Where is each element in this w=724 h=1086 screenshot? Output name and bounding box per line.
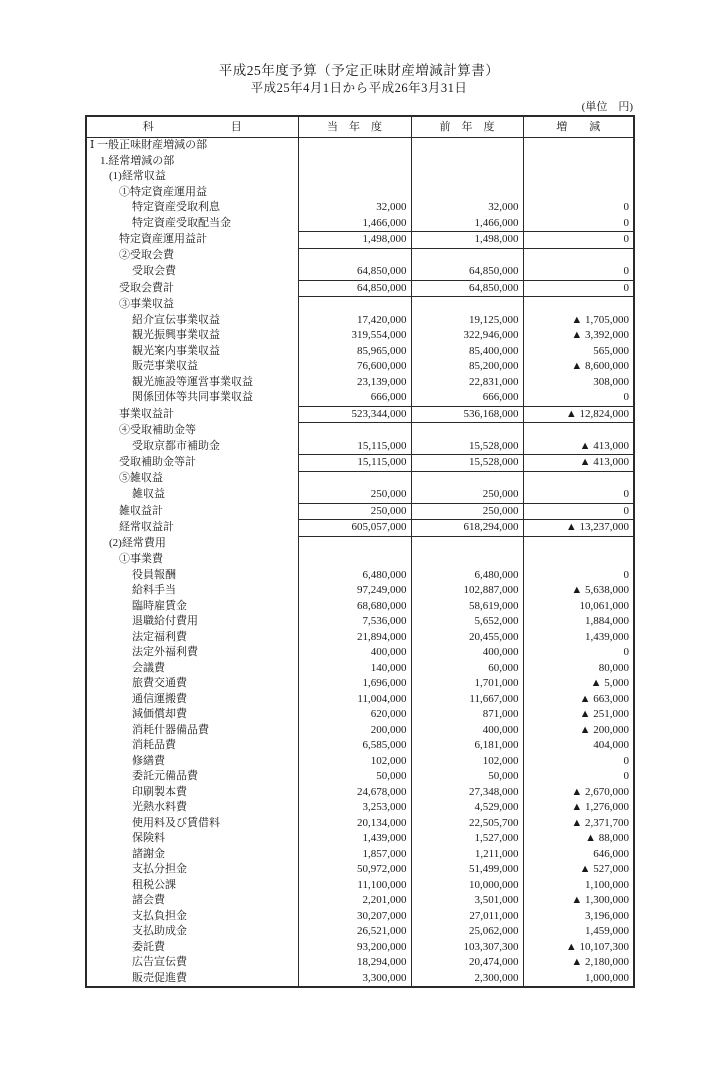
- previous-year-value: 20,455,000: [411, 630, 523, 646]
- previous-year-value: 64,850,000: [411, 280, 523, 297]
- current-year-value: [298, 154, 411, 170]
- item-label: 販売事業収益: [132, 360, 198, 372]
- table-row: [86, 955, 634, 971]
- previous-year-value: 6,480,000: [411, 568, 523, 584]
- change-value: ▲ 1,276,000: [523, 800, 634, 816]
- table-row: [86, 723, 634, 739]
- document-page: [85, 62, 633, 988]
- table-row: [86, 359, 634, 375]
- item-label: (2)経常費用: [109, 537, 166, 550]
- previous-year-value: [411, 297, 523, 313]
- current-year-value: 68,680,000: [298, 599, 411, 615]
- previous-year-value: [411, 471, 523, 487]
- previous-year-value: 322,946,000: [411, 328, 523, 344]
- current-year-value: 50,972,000: [298, 862, 411, 878]
- header-row: [86, 116, 634, 138]
- current-year-value: 97,249,000: [298, 583, 411, 599]
- current-year-value: 11,100,000: [298, 878, 411, 894]
- item-label: 支払助成金: [132, 925, 187, 937]
- table-row: [86, 924, 634, 940]
- table-row: [86, 423, 634, 439]
- current-year-value: 400,000: [298, 645, 411, 661]
- table-row: [86, 816, 634, 832]
- table-row: [86, 707, 634, 723]
- item-label: 減価償却費: [132, 708, 187, 720]
- current-year-value: 1,439,000: [298, 831, 411, 847]
- table-row: [86, 971, 634, 988]
- item-label: 消耗什器備品費: [132, 723, 209, 736]
- table-row: [86, 645, 634, 661]
- previous-year-value: 2,300,000: [411, 971, 523, 988]
- table-row: [86, 375, 634, 391]
- current-year-value: 1,857,000: [298, 847, 411, 863]
- change-value: ▲ 413,000: [523, 439, 634, 455]
- table-row: [86, 754, 634, 770]
- previous-year-value: 19,125,000: [411, 313, 523, 329]
- column-header-change: 増 減: [523, 116, 634, 138]
- table-row: [86, 599, 634, 615]
- previous-year-value: 58,619,000: [411, 599, 523, 615]
- item-label: ⑤雑収益: [119, 472, 163, 485]
- previous-year-value: 1,211,000: [411, 847, 523, 863]
- table-row: [86, 661, 634, 677]
- change-value: ▲ 10,107,300: [523, 940, 634, 956]
- table-row: [86, 847, 634, 863]
- table-row: [86, 583, 634, 599]
- change-value: 1,100,000: [523, 878, 634, 894]
- item-label: 紹介宣伝事業収益: [132, 313, 220, 326]
- current-year-value: 250,000: [298, 487, 411, 503]
- current-year-value: 85,965,000: [298, 344, 411, 360]
- item-label: 販売促進費: [132, 971, 187, 984]
- current-year-value: 26,521,000: [298, 924, 411, 940]
- table-row: [86, 297, 634, 313]
- table-row: [86, 676, 634, 692]
- table-row: [86, 248, 634, 264]
- item-label: 法定外福利費: [132, 646, 198, 658]
- previous-year-value: 1,498,000: [411, 232, 523, 249]
- item-label: 臨時雇賃金: [132, 599, 187, 612]
- previous-year-value: 22,831,000: [411, 375, 523, 391]
- change-value: 10,061,000: [523, 599, 634, 615]
- table-row: [86, 862, 634, 878]
- change-value: 80,000: [523, 661, 634, 677]
- change-value: 0: [523, 232, 634, 249]
- previous-year-value: 32,000: [411, 200, 523, 216]
- table-row: [86, 154, 634, 170]
- current-year-value: 1,498,000: [298, 232, 411, 249]
- current-year-value: [298, 169, 411, 185]
- current-year-value: 24,678,000: [298, 785, 411, 801]
- table-row: [86, 138, 634, 154]
- previous-year-value: [411, 154, 523, 170]
- change-value: [523, 471, 634, 487]
- current-year-value: 64,850,000: [298, 264, 411, 280]
- change-value: 404,000: [523, 738, 634, 754]
- current-year-value: [298, 423, 411, 439]
- table-row: [86, 909, 634, 925]
- previous-year-value: 3,501,000: [411, 893, 523, 909]
- table-header: [86, 116, 634, 138]
- previous-year-value: 5,652,000: [411, 614, 523, 630]
- table-row: [86, 390, 634, 406]
- previous-year-value: 11,667,000: [411, 692, 523, 708]
- change-value: 646,000: [523, 847, 634, 863]
- item-label: 受取京都市補助金: [132, 439, 220, 452]
- table-row: [86, 439, 634, 455]
- change-value: [523, 423, 634, 439]
- item-label: 会議費: [132, 661, 165, 674]
- change-value: 0: [523, 487, 634, 503]
- previous-year-value: 85,200,000: [411, 359, 523, 375]
- previous-year-value: 666,000: [411, 390, 523, 406]
- previous-year-value: 64,850,000: [411, 264, 523, 280]
- previous-year-value: 536,168,000: [411, 406, 523, 423]
- item-label: 観光案内事業収益: [132, 344, 220, 357]
- table-row: [86, 785, 634, 801]
- current-year-value: 30,207,000: [298, 909, 411, 925]
- item-label: 特定資産受取利息: [132, 201, 220, 213]
- table-row: [86, 568, 634, 584]
- change-value: 1,884,000: [523, 614, 634, 630]
- change-value: ▲ 1,705,000: [523, 313, 634, 329]
- table-row: [86, 536, 634, 552]
- change-value: [523, 169, 634, 185]
- column-header-item: 科 目: [86, 116, 298, 138]
- table-row-total: [86, 455, 634, 472]
- table-row-total: [86, 232, 634, 249]
- previous-year-value: [411, 169, 523, 185]
- table-row-total: [86, 503, 634, 520]
- item-label: 観光施設等運営事業収益: [132, 375, 253, 388]
- change-value: ▲ 5,638,000: [523, 583, 634, 599]
- previous-year-value: 871,000: [411, 707, 523, 723]
- change-value: ▲ 12,824,000: [523, 406, 634, 423]
- current-year-value: 1,466,000: [298, 216, 411, 232]
- previous-year-value: 50,000: [411, 769, 523, 785]
- item-label: 事業収益計: [119, 407, 174, 420]
- document-period: 平成25年4月1日から平成26年3月31日: [250, 81, 468, 95]
- item-label: Ⅰ 一般正味財産増減の部: [90, 139, 208, 151]
- previous-year-value: 1,466,000: [411, 216, 523, 232]
- current-year-value: 102,000: [298, 754, 411, 770]
- current-year-value: 15,115,000: [298, 439, 411, 455]
- previous-year-value: 27,011,000: [411, 909, 523, 925]
- previous-year-value: 400,000: [411, 645, 523, 661]
- current-year-value: 18,294,000: [298, 955, 411, 971]
- table-row: [86, 800, 634, 816]
- document-title: 平成25年度予算（予定正味財産増減計算書）: [218, 63, 500, 78]
- change-value: ▲ 527,000: [523, 862, 634, 878]
- change-value: 0: [523, 264, 634, 280]
- change-value: 0: [523, 200, 634, 216]
- change-value: ▲ 3,392,000: [523, 328, 634, 344]
- item-label: 租税公課: [132, 878, 176, 891]
- previous-year-value: [411, 138, 523, 154]
- table-row: [86, 487, 634, 503]
- change-value: [523, 154, 634, 170]
- previous-year-value: 103,307,300: [411, 940, 523, 956]
- previous-year-value: 1,701,000: [411, 676, 523, 692]
- item-label: 関係団体等共同事業収益: [132, 391, 253, 404]
- item-label: 1.経常増減の部: [100, 154, 175, 167]
- item-label: 委託元備品費: [132, 770, 198, 782]
- table-row: [86, 630, 634, 646]
- table-row: [86, 169, 634, 185]
- change-value: ▲ 663,000: [523, 692, 634, 708]
- change-value: 0: [523, 754, 634, 770]
- previous-year-value: 618,294,000: [411, 520, 523, 537]
- change-value: 1,459,000: [523, 924, 634, 940]
- item-label: ②受取会費: [119, 249, 174, 262]
- current-year-value: 3,300,000: [298, 971, 411, 988]
- change-value: [523, 536, 634, 552]
- change-value: 0: [523, 503, 634, 520]
- item-label: 修繕費: [132, 754, 165, 767]
- change-value: ▲ 413,000: [523, 455, 634, 472]
- current-year-value: [298, 471, 411, 487]
- table-row-total: [86, 406, 634, 423]
- item-label: 観光振興事業収益: [132, 329, 220, 341]
- current-year-value: 23,139,000: [298, 375, 411, 391]
- table-row: [86, 264, 634, 280]
- change-value: [523, 297, 634, 313]
- table-row: [86, 471, 634, 487]
- column-header-previous-year: 前 年 度: [411, 116, 523, 138]
- current-year-value: [298, 552, 411, 568]
- change-value: 0: [523, 769, 634, 785]
- item-label: 特定資産運用益計: [119, 233, 207, 245]
- current-year-value: 6,585,000: [298, 738, 411, 754]
- previous-year-value: 22,505,700: [411, 816, 523, 832]
- table-row: [86, 216, 634, 232]
- table-row-total: [86, 280, 634, 297]
- change-value: 0: [523, 390, 634, 406]
- change-value: 0: [523, 568, 634, 584]
- item-label: 使用料及び賃借料: [132, 816, 220, 829]
- change-value: 1,000,000: [523, 971, 634, 988]
- current-year-value: 2,201,000: [298, 893, 411, 909]
- current-year-value: [298, 185, 411, 201]
- change-value: [523, 248, 634, 264]
- current-year-value: 605,057,000: [298, 520, 411, 537]
- current-year-value: 32,000: [298, 200, 411, 216]
- item-label: ③事業収益: [119, 297, 174, 310]
- item-label: 退職給付費用: [132, 615, 198, 627]
- table-body: [86, 138, 634, 988]
- item-label: 支払分担金: [132, 863, 187, 875]
- current-year-value: 21,894,000: [298, 630, 411, 646]
- item-label: 受取補助金等計: [119, 456, 196, 468]
- current-year-value: 3,253,000: [298, 800, 411, 816]
- change-value: 308,000: [523, 375, 634, 391]
- unit-note: (単位 円): [581, 101, 633, 113]
- budget-table: [85, 115, 635, 988]
- table-row: [86, 738, 634, 754]
- table-row: [86, 313, 634, 329]
- change-value: ▲ 2,371,700: [523, 816, 634, 832]
- change-value: ▲ 5,000: [523, 676, 634, 692]
- change-value: [523, 185, 634, 201]
- previous-year-value: 250,000: [411, 503, 523, 520]
- previous-year-value: 1,527,000: [411, 831, 523, 847]
- table-row: [86, 614, 634, 630]
- item-label: 受取会費: [132, 265, 176, 278]
- item-label: 印刷製本費: [132, 785, 187, 798]
- current-year-value: [298, 248, 411, 264]
- current-year-value: 50,000: [298, 769, 411, 785]
- change-value: ▲ 88,000: [523, 831, 634, 847]
- previous-year-value: 10,000,000: [411, 878, 523, 894]
- previous-year-value: 51,499,000: [411, 862, 523, 878]
- item-label: 委託費: [132, 940, 165, 953]
- change-value: ▲ 2,180,000: [523, 955, 634, 971]
- item-label: (1)経常収益: [109, 170, 166, 182]
- item-label: 受取会費計: [119, 281, 174, 294]
- table-row: [86, 831, 634, 847]
- table-row-total: [86, 520, 634, 537]
- column-header-current-year: 当 年 度: [298, 116, 411, 138]
- change-value: 0: [523, 645, 634, 661]
- current-year-value: 20,134,000: [298, 816, 411, 832]
- item-label: 法定福利費: [132, 630, 187, 643]
- item-label: ①特定資産運用益: [119, 185, 207, 198]
- item-label: 支払負担金: [132, 909, 187, 922]
- previous-year-value: 4,529,000: [411, 800, 523, 816]
- table-row: [86, 769, 634, 785]
- change-value: 1,439,000: [523, 630, 634, 646]
- item-label: 光熱水料費: [132, 801, 187, 813]
- table-row: [86, 185, 634, 201]
- current-year-value: 64,850,000: [298, 280, 411, 297]
- table-row: [86, 940, 634, 956]
- previous-year-value: 20,474,000: [411, 955, 523, 971]
- current-year-value: 319,554,000: [298, 328, 411, 344]
- item-label: 雑収益: [132, 488, 165, 501]
- change-value: ▲ 251,000: [523, 707, 634, 723]
- previous-year-value: [411, 248, 523, 264]
- item-label: 特定資産受取配当金: [132, 216, 231, 229]
- change-value: ▲ 200,000: [523, 723, 634, 739]
- change-value: 565,000: [523, 344, 634, 360]
- item-label: 広告宣伝費: [132, 956, 187, 968]
- item-label: ④受取補助金等: [119, 423, 196, 436]
- current-year-value: [298, 536, 411, 552]
- item-label: 諸謝金: [132, 847, 165, 860]
- table-row: [86, 878, 634, 894]
- table-row: [86, 893, 634, 909]
- item-label: 保険料: [132, 832, 165, 844]
- current-year-value: 1,696,000: [298, 676, 411, 692]
- change-value: ▲ 8,600,000: [523, 359, 634, 375]
- item-label: 消耗品費: [132, 739, 176, 751]
- table-row: [86, 692, 634, 708]
- current-year-value: 7,536,000: [298, 614, 411, 630]
- previous-year-value: 102,887,000: [411, 583, 523, 599]
- current-year-value: 11,004,000: [298, 692, 411, 708]
- current-year-value: 76,600,000: [298, 359, 411, 375]
- previous-year-value: 250,000: [411, 487, 523, 503]
- item-label: 経常収益計: [119, 521, 174, 533]
- previous-year-value: [411, 552, 523, 568]
- change-value: 0: [523, 280, 634, 297]
- item-label: 諸会費: [132, 894, 165, 906]
- table-row: [86, 344, 634, 360]
- change-value: 3,196,000: [523, 909, 634, 925]
- current-year-value: 200,000: [298, 723, 411, 739]
- item-label: ①事業費: [119, 553, 163, 565]
- previous-year-value: 15,528,000: [411, 439, 523, 455]
- table-row: [86, 200, 634, 216]
- current-year-value: [298, 297, 411, 313]
- current-year-value: 93,200,000: [298, 940, 411, 956]
- item-label: 雑収益計: [119, 504, 163, 517]
- change-value: ▲ 2,670,000: [523, 785, 634, 801]
- current-year-value: 140,000: [298, 661, 411, 677]
- change-value: 0: [523, 216, 634, 232]
- current-year-value: 15,115,000: [298, 455, 411, 472]
- item-label: 役員報酬: [132, 568, 176, 581]
- table-row: [86, 552, 634, 568]
- current-year-value: 6,480,000: [298, 568, 411, 584]
- previous-year-value: [411, 185, 523, 201]
- change-value: ▲ 1,300,000: [523, 893, 634, 909]
- previous-year-value: 60,000: [411, 661, 523, 677]
- change-value: ▲ 13,237,000: [523, 520, 634, 537]
- item-label: 通信運搬費: [132, 692, 187, 705]
- current-year-value: 250,000: [298, 503, 411, 520]
- current-year-value: 620,000: [298, 707, 411, 723]
- previous-year-value: 6,181,000: [411, 738, 523, 754]
- previous-year-value: 85,400,000: [411, 344, 523, 360]
- table-row: [86, 328, 634, 344]
- previous-year-value: 102,000: [411, 754, 523, 770]
- previous-year-value: 400,000: [411, 723, 523, 739]
- current-year-value: 523,344,000: [298, 406, 411, 423]
- previous-year-value: 27,348,000: [411, 785, 523, 801]
- current-year-value: 666,000: [298, 390, 411, 406]
- previous-year-value: 25,062,000: [411, 924, 523, 940]
- item-label: 給料手当: [132, 584, 176, 596]
- previous-year-value: 15,528,000: [411, 455, 523, 472]
- current-year-value: [298, 138, 411, 154]
- change-value: [523, 552, 634, 568]
- current-year-value: 17,420,000: [298, 313, 411, 329]
- previous-year-value: [411, 423, 523, 439]
- previous-year-value: [411, 536, 523, 552]
- change-value: [523, 138, 634, 154]
- item-label: 旅費交通費: [132, 677, 187, 689]
